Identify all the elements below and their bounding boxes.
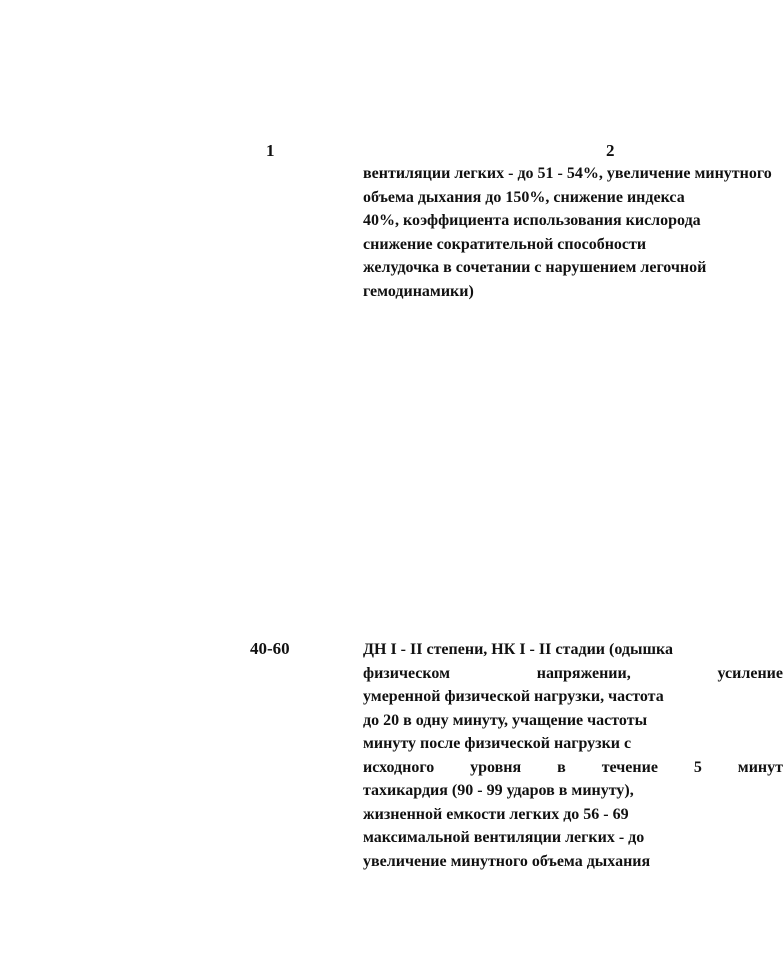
row1-line-2: объема дыхания до 150%, снижение индекса [363,188,685,206]
row2-line-10: увеличение минутного объема дыхания [363,852,651,870]
row2-line-7: тахикардия (90 - 99 ударов в минуту), [363,782,634,799]
row2-line-8: жизненной емкости легких до 56 - 69 [363,805,629,823]
row2-line-2: физическом напряжении, усиление [363,664,783,682]
row2-line-1: ДН I - II степени, НК I - II стадии (одышка [363,641,673,658]
column-header-2: 2 [606,141,615,160]
row1-line-3: 40%, коэффициента использования кислорода [363,212,701,229]
row2-percentage: 40-60 [250,639,290,658]
column-header-1: 1 [266,141,275,160]
row2-line-6: исходного уровня в течение 5 минут [363,758,783,776]
row1-description [363,162,772,303]
row2-line-5: минуту после физической нагрузки с [363,735,632,752]
row2-line-9: максимальной вентиляции легких - до [363,829,645,846]
row2-line-3: умеренной физической нагрузки, частота [363,688,664,705]
row1-line-6: гемодинамики) [363,282,474,300]
row1-line-4: снижение сократительной способности [363,235,647,253]
row2-line-4: до 20 в одну минуту, учащение частоты [363,711,648,729]
row1-line-1: вентиляции легких - до 51 - 54%, увеличение минутного [363,165,772,182]
row2-description [363,638,783,873]
row1-line-5: желудочка в сочетании с нарушением легочной [363,259,707,276]
